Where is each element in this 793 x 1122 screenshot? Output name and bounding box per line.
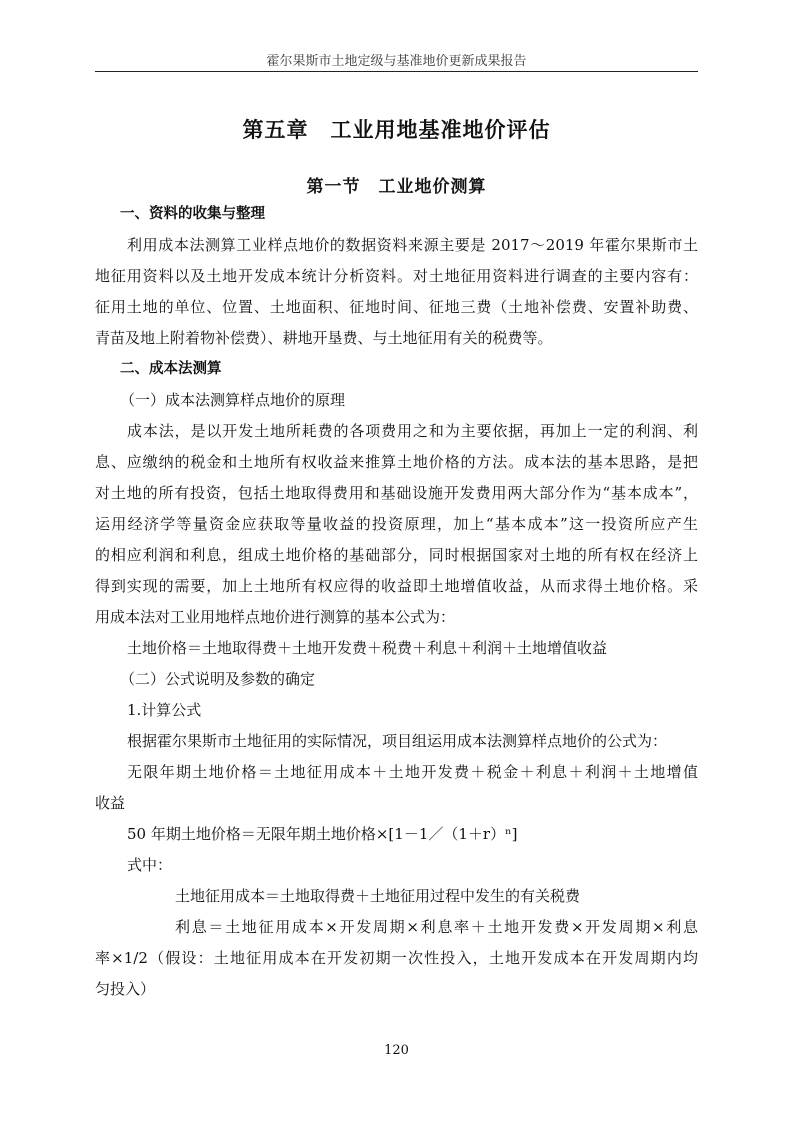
where-label: 式中：	[127, 856, 173, 874]
paragraph-line: 对土地的所有投资，包括土地取得费用和基础设施开发费用两大部分作为“基本成本”，	[95, 484, 698, 502]
heading-cost-method: 二、成本法测算	[120, 361, 222, 377]
subheading-parameters: （二）公式说明及参数的确定	[120, 670, 316, 688]
running-header: 霍尔果斯市土地定级与基准地价更新成果报告	[266, 54, 527, 69]
paragraph-line: 运用经济学等量资金应获取等量收益的投资原理，加上“基本成本”这一投资所应产生	[95, 515, 698, 533]
formula-acquisition-cost: 土地征用成本＝土地取得费＋土地征用过程中发生的有关税费	[175, 887, 581, 905]
header-rule	[95, 71, 698, 72]
chapter-title: 第五章 工业用地基准地价评估	[242, 118, 551, 142]
paragraph-line: 的相应利润和利息，组成土地价格的基础部分，同时根据国家对土地的所有权在经济上	[95, 546, 698, 564]
paragraph-line: 根据霍尔果斯市土地征用的实际情况，项目组运用成本法测算样点地价的公式为：	[127, 732, 668, 750]
paragraph-line: 利用成本法测算工业样点地价的数据资料来源主要是 2017～2019 年霍尔果斯市土	[127, 236, 698, 254]
paragraph-line: 地征用资料以及土地开发成本统计分析资料。对土地征用资料进行调查的主要内容有：	[95, 267, 698, 285]
paragraph-line: 成本法，是以开发土地所耗费的各项费用之和为主要依据，再加上一定的利润、利	[127, 422, 698, 440]
section-title: 第一节 工业地价测算	[306, 177, 487, 197]
heading-data-collection: 一、资料的收集与整理	[120, 206, 265, 222]
paragraph-line: 息、应缴纳的税金和土地所有权收益来推算土地价格的方法。成本法的基本思路，是把	[95, 453, 698, 471]
formula-interest: 利息＝土地征用成本×开发周期×利息率＋土地开发费×开发周期×利息	[175, 918, 698, 936]
subheading-formula: 1.计算公式	[127, 701, 202, 719]
paragraph-line: 得到实现的需要，加上土地所有权应得的收益即土地增值收益，从而求得土地价格。采	[95, 577, 698, 595]
formula-unlimited-term-end: 收益	[95, 794, 126, 812]
paragraph-line: 青苗及地上附着物补偿费）、耕地开垦费、与土地征用有关的税费等。	[95, 329, 553, 347]
subheading-principle: （一）成本法测算样点地价的原理	[120, 391, 346, 409]
formula-unlimited-term: 无限年期土地价格＝土地征用成本＋土地开发费＋税金＋利息＋利润＋土地增值	[127, 763, 698, 781]
formula-interest-cont: 率×1/2（假设：土地征用成本在开发初期一次性投入，土地开发成本在开发周期内均	[95, 949, 698, 967]
paragraph-line: 用成本法对工业用地样点地价进行测算的基本公式为：	[95, 608, 456, 626]
formula-interest-end: 匀投入）	[95, 980, 156, 998]
paragraph-line: 征用土地的单位、位置、土地面积、征地时间、征地三费（土地补偿费、安置补助费、	[95, 298, 698, 316]
formula-land-price: 土地价格＝土地取得费＋土地开发费＋税费＋利息＋利润＋土地增值收益	[127, 639, 608, 657]
formula-50-year: 50 年期土地价格＝无限年期土地价格×[1－1／（1＋r）ⁿ]	[127, 825, 518, 843]
page-number: 120	[384, 1043, 409, 1058]
